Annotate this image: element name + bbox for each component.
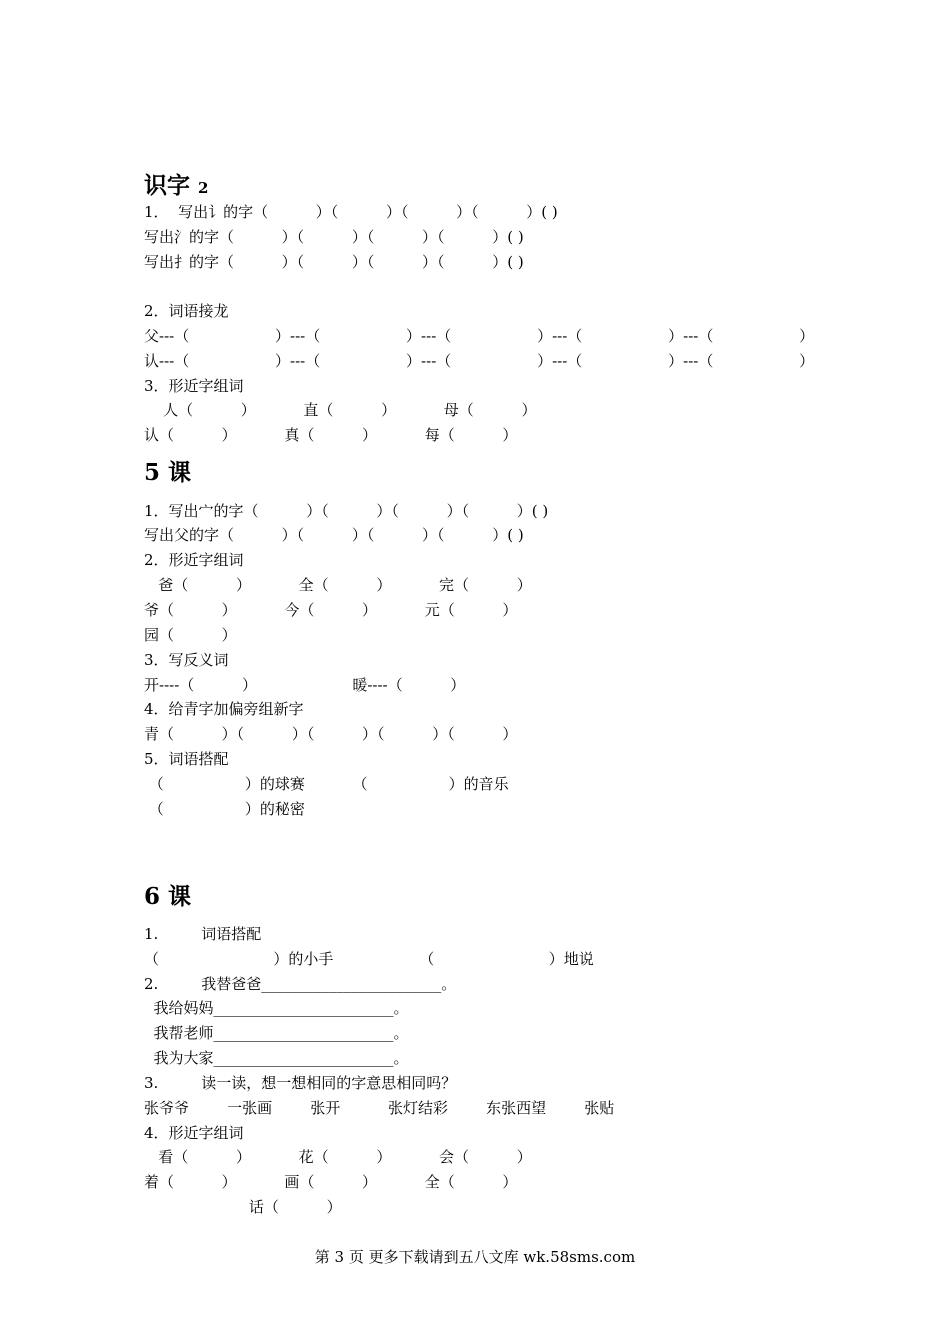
exercise-heading: 4．给青字加偏旁组新字 — [144, 700, 304, 718]
exercise-line: 爷（ ） 今（ ） 元（ ） — [144, 601, 518, 619]
exercise-line: 开----（ ） 暖----（ ） — [144, 676, 466, 694]
exercise-line: 写出扌的字（ ）（ ）（ ）（ ）( ) — [144, 253, 524, 271]
exercise-line: 2. 我替爸爸________________________。 — [144, 975, 457, 993]
exercise-line: 园（ ） — [144, 626, 237, 644]
exercise-heading: 3．写反义词 — [144, 651, 229, 669]
section-title-shizi — [144, 173, 208, 201]
exercise-heading: 4．形近字组词 — [144, 1124, 244, 1142]
exercise-line: 我帮老师________________________。 — [144, 1024, 409, 1042]
exercise-line: 爸（ ） 全（ ） 完（ ） — [144, 576, 532, 594]
section-title-lesson5: 5 课 — [144, 459, 192, 486]
exercise-line: 看（ ） 花（ ） 会（ ） — [144, 1148, 532, 1166]
exercise-heading: 5．词语搭配 — [144, 750, 229, 768]
exercise-line: 写出氵的字（ ）（ ）（ ）（ ）( ) — [144, 228, 524, 246]
exercise-heading: 3．形近字组词 — [144, 377, 244, 395]
exercise-line: （ ）的球赛 （ ）的音乐 — [144, 775, 509, 793]
exercise-line: 1． 写出讠的字（ ）（ ）（ ）（ ）( ) — [144, 203, 558, 221]
exercise-line: 我为大家________________________。 — [144, 1049, 409, 1067]
exercise-heading: 1. 词语搭配 — [144, 925, 262, 943]
exercise-line: 张爷爷 一张画 张开 张灯结彩 东张西望 张贴 — [144, 1099, 615, 1117]
exercise-line: 青（ ）（ ）（ ）（ ）（ ） — [144, 725, 518, 743]
exercise-line: 认---（ ）---（ ）---（ ）---（ ）---（ ） — [144, 352, 815, 370]
exercise-line: 写出父的字（ ）（ ）（ ）（ ）( ) — [144, 526, 524, 544]
section-title-number: 2 — [198, 179, 209, 197]
section-title-text: 识字 — [144, 172, 190, 199]
exercise-line: （ ）的小手 （ ）地说 — [144, 950, 594, 968]
exercise-line: 话（ ） — [144, 1198, 342, 1216]
exercise-heading: 3. 读一读，想一想相同的字意思相同吗？ — [144, 1074, 457, 1092]
exercise-line: 1．写出宀的字（ ）（ ）（ ）（ ）( ) — [144, 502, 549, 520]
exercise-line: 认（ ） 真（ ） 每（ ） — [144, 426, 518, 444]
exercise-line: （ ）的秘密 — [144, 800, 305, 818]
exercise-line: 人（ ） 直（ ） 母（ ） — [144, 401, 537, 419]
page-footer: 第 3 页 更多下载请到五八文库 wk.58sms.com — [314, 1248, 636, 1266]
exercise-line: 我给妈妈________________________。 — [144, 999, 409, 1017]
exercise-heading: 2．词语接龙 — [144, 302, 229, 320]
exercise-line: 着（ ） 画（ ） 全（ ） — [144, 1173, 518, 1191]
section-title-lesson6: 6 课 — [144, 883, 192, 910]
exercise-line: 父---（ ）---（ ）---（ ）---（ ）---（ ） — [144, 327, 815, 345]
exercise-heading: 2．形近字组词 — [144, 551, 244, 569]
